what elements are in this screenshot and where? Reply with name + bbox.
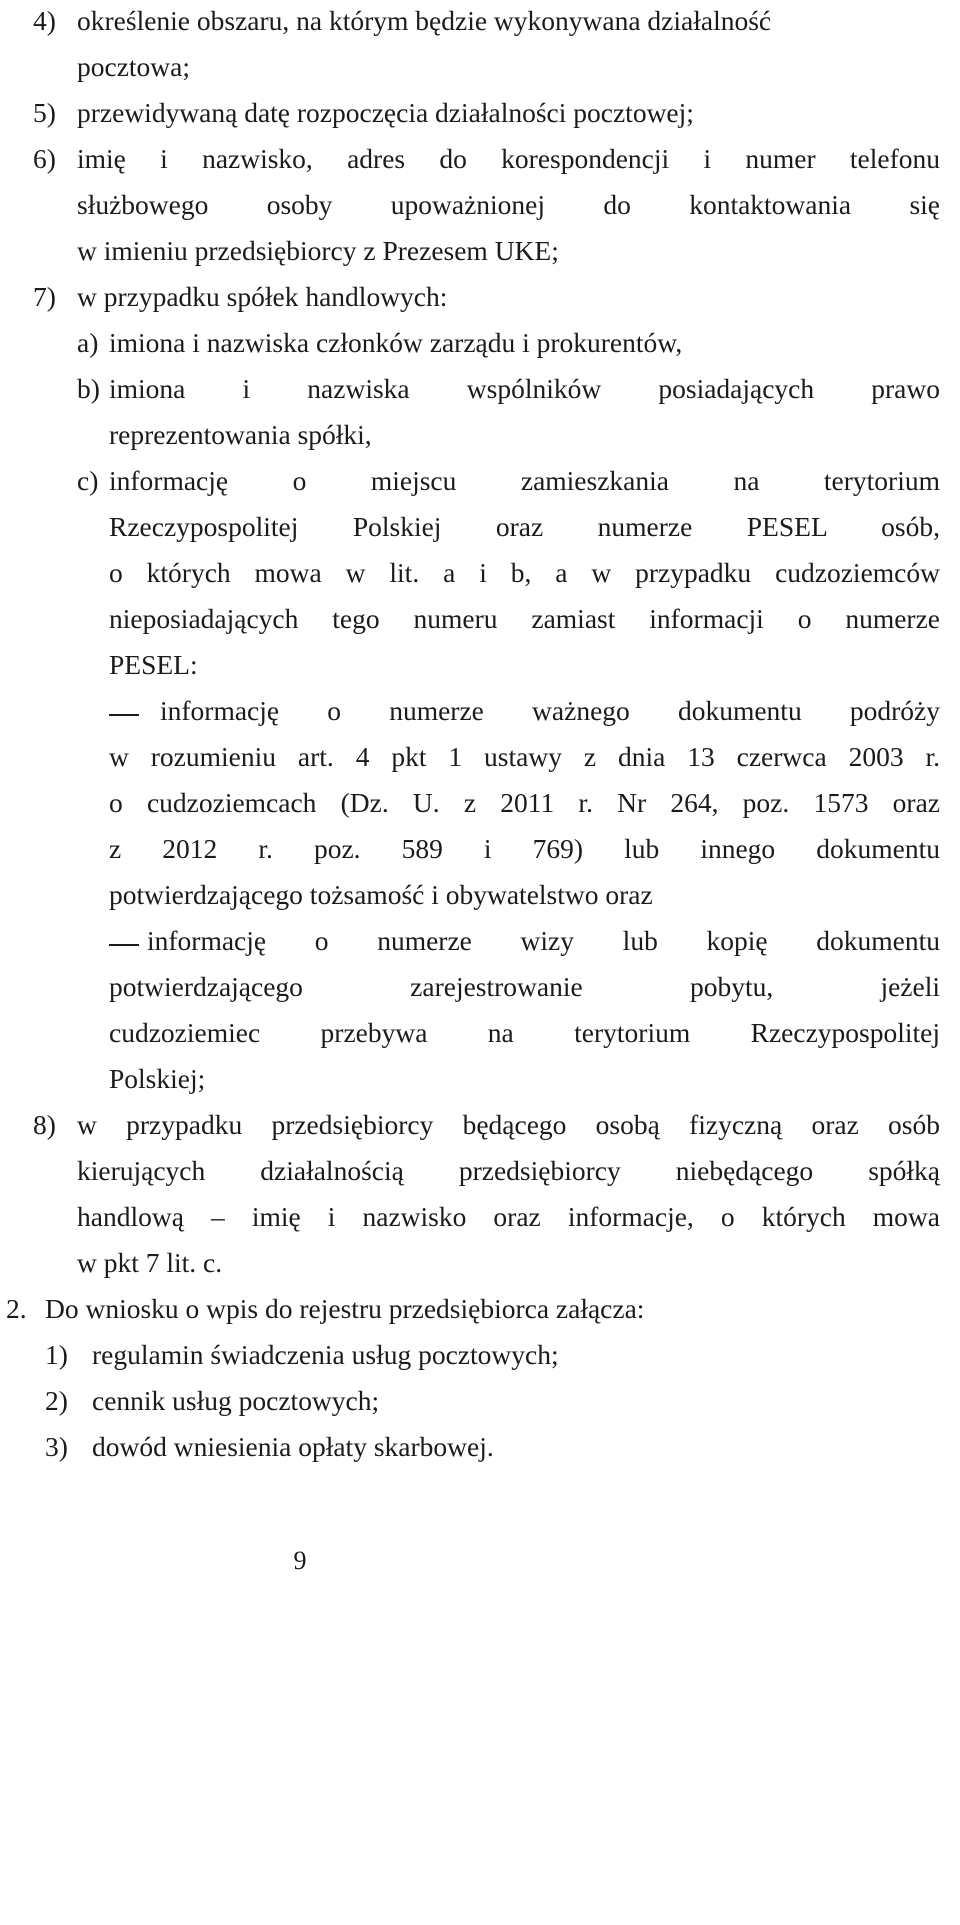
- item-4-line-2: pocztowa;: [77, 51, 191, 82]
- item-7c-dash1-line-1: informację o numerze ważnego dokumentu podróży: [160, 695, 940, 726]
- item-7b-letter: b): [77, 373, 100, 404]
- item-8-line-2: kierujących działalnością przedsiębiorcy niebędącego spółką: [77, 1155, 940, 1186]
- item-6-line-3: w imieniu przedsiębiorcy z Prezesem UKE;: [77, 235, 559, 266]
- item-7b-line-2: reprezentowania spółki,: [109, 419, 372, 450]
- item-7c-dash2-line-3: cudzoziemiec przebywa na terytorium Rzeczypospolitej: [109, 1017, 940, 1048]
- item-7c-line-2: Rzeczypospolitej Polskiej oraz numerze PESEL osób,: [109, 511, 940, 542]
- item-8-line-1: w przypadku przedsiębiorcy będącego osobą fizyczną oraz osób: [77, 1109, 940, 1140]
- item-7b-line-1: imiona i nazwiska wspólników posiadających prawo: [109, 373, 940, 404]
- section-2-item-1-text: regulamin świadczenia usług pocztowych;: [92, 1339, 559, 1370]
- item-8-line-3: handlową – imię i nazwisko oraz informacje, o których mowa: [77, 1201, 940, 1232]
- item-7a-line-1: imiona i nazwiska członków zarządu i prokurentów,: [109, 327, 683, 358]
- item-7c-dash1-line-4: z 2012 r. poz. 589 i 769) lub innego dokumentu: [109, 833, 940, 864]
- section-2-item-2-number: 2): [45, 1385, 68, 1416]
- item-7-line-1: w przypadku spółek handlowych:: [77, 281, 448, 312]
- item-6-number: 6): [33, 143, 56, 174]
- item-7c-letter: c): [77, 465, 99, 496]
- item-8-number: 8): [33, 1109, 56, 1140]
- item-6-line-1: imię i nazwisko, adres do korespondencji i numer telefonu: [77, 143, 940, 174]
- section-2-item-3-text: dowód wniesienia opłaty skarbowej.: [92, 1431, 494, 1462]
- item-7a-letter: a): [77, 327, 99, 358]
- dash-bullet-1: [109, 714, 139, 716]
- section-2-item-1-number: 1): [45, 1339, 68, 1370]
- item-7c-line-1: informację o miejscu zamieszkania na terytorium: [109, 465, 940, 496]
- section-2-item-2-text: cennik usług pocztowych;: [92, 1385, 380, 1416]
- item-7c-dash1-line-2: w rozumieniu art. 4 pkt 1 ustawy z dnia 13 czerwca 2003 r.: [109, 741, 940, 772]
- page-number: 9: [293, 1546, 307, 1575]
- item-4-number: 4): [33, 5, 56, 36]
- item-5-line-1: przewidywaną datę rozpoczęcia działalności pocztowej;: [77, 97, 694, 128]
- section-2-text: Do wniosku o wpis do rejestru przedsiębiorca załącza:: [45, 1293, 645, 1324]
- item-7c-dash1-line-3: o cudzoziemcach (Dz. U. z 2011 r. Nr 264, poz. 1573 oraz: [109, 787, 940, 818]
- item-7c-dash2-line-4: Polskiej;: [109, 1063, 206, 1094]
- item-5-number: 5): [33, 97, 56, 128]
- item-4-line-1: określenie obszaru, na którym będzie wykonywana działalność: [77, 5, 772, 36]
- section-2-number: 2.: [6, 1293, 27, 1324]
- item-7c-line-4: nieposiadających tego numeru zamiast informacji o numerze: [109, 603, 940, 634]
- item-7c-dash2-line-1: informację o numerze wizy lub kopię dokumentu: [147, 925, 940, 956]
- item-6-line-2: służbowego osoby upoważnionej do kontaktowania się: [77, 189, 940, 220]
- dash-bullet-2: [109, 944, 139, 946]
- section-2-item-3-number: 3): [45, 1431, 68, 1462]
- item-7c-dash1-line-5: potwierdzającego tożsamość i obywatelstwo oraz: [109, 879, 653, 910]
- item-8-line-4: w pkt 7 lit. c.: [77, 1247, 223, 1278]
- item-7c-line-3: o których mowa w lit. a i b, a w przypadku cudzoziemców: [109, 557, 940, 588]
- item-7-number: 7): [33, 281, 56, 312]
- item-7c-line-5: PESEL:: [109, 649, 198, 680]
- item-7c-dash2-line-2: potwierdzającego zarejestrowanie pobytu, jeżeli: [109, 971, 940, 1002]
